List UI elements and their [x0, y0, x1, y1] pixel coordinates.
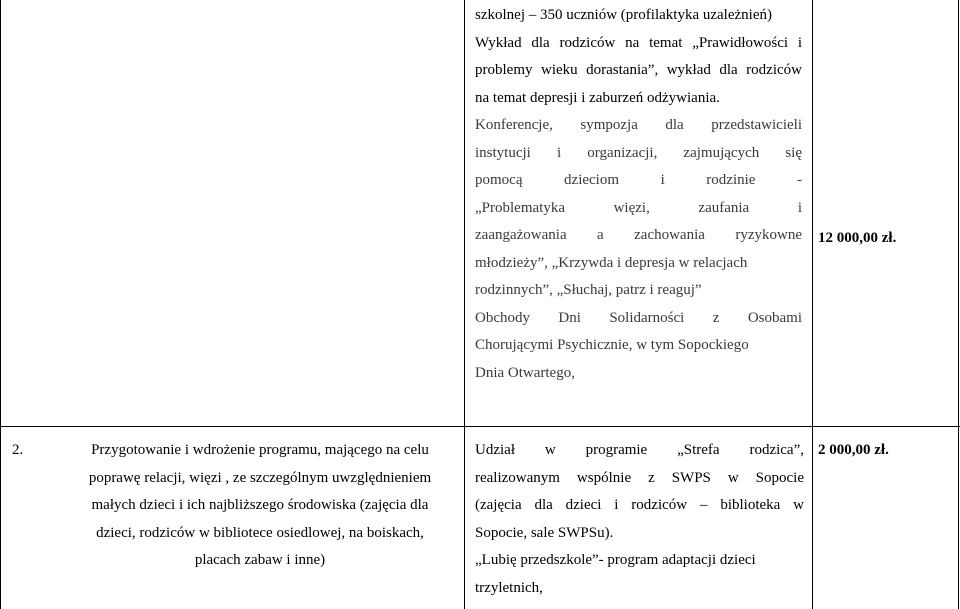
row1-amount: 12 000,00 zł.: [818, 230, 897, 246]
row2-task-line: Przygotowanie i wdrożenie programu, mającego na celu: [91, 442, 429, 458]
row2-task-cell: [60, 437, 460, 575]
row1-activity-line: Wykład dla rodziców na temat „Prawidłowości i: [475, 34, 802, 51]
row2-activity-line: Udział w programie „Strefa rodzica”,: [475, 442, 804, 458]
row2-activity-line: (zajęcia dla dzieci i rodziców – biblioteka w: [475, 497, 804, 513]
row2-task-line: placach zabaw i inne): [194, 552, 326, 568]
table-border-left: [0, 0, 1, 609]
row-divider: [0, 426, 960, 427]
row2-task-line: dzieci, rodziców w bibliotece osiedlowej, na boiskach,: [96, 524, 424, 541]
row1-activities-cell: [475, 2, 802, 387]
row2-activity-line: trzyletnich,: [475, 579, 543, 596]
row2-activity-line: „Lubię przedszkole”- program adaptacji dzieci: [475, 552, 756, 568]
row2-number: 2.: [12, 442, 24, 458]
column-divider-amount: [812, 0, 813, 609]
column-divider-task: [464, 0, 465, 609]
row1-activity-line: instytucji i organizacji, zajmujących się: [475, 144, 802, 161]
row1-activity-line: młodzieży”, „Krzywda i depresja w relacjach: [475, 254, 748, 271]
row1-activity-line: „Problematyka więzi, zaufania i: [475, 199, 802, 216]
row1-activity-line: na temat depresji i zaburzeń odżywiania.: [475, 89, 720, 106]
row2-activity-line: Sopocie, sale SWPSu).: [475, 524, 614, 541]
row2-task-line: małych dzieci i ich najbliższego środowiska (zajęcia dla: [91, 497, 429, 513]
row1-activity-line: Obchody Dni Solidarności z Osobami: [475, 309, 802, 326]
row2-amount: 2 000,00 zł.: [818, 442, 889, 458]
row1-activity-line: pomocą dzieciom i rodzinie -: [475, 172, 802, 188]
row1-activity-line: Chorującymi Psychicznie, w tym Sopockiego: [475, 337, 749, 353]
row2-activities-cell: [475, 437, 804, 602]
table-border-right: [958, 0, 959, 609]
row2-activity-line: realizowanym wspólnie z SWPS w Sopocie: [475, 469, 804, 486]
row1-activity-line: rodzinnych”, „Słuchaj, patrz i reaguj”: [475, 282, 702, 298]
row1-activity-line: szkolnej – 350 uczniów (profilaktyka uzależnień): [475, 7, 772, 23]
row1-activity-line: problemy wieku dorastania”, wykład dla rodziców: [475, 62, 802, 78]
row1-activity-line: Konferencje, sympozja dla przedstawicieli: [475, 117, 802, 133]
row1-activity-line: zaangażowania a zachowania ryzykowne: [475, 227, 802, 243]
row1-activity-line: Dnia Otwartego,: [475, 364, 575, 381]
row2-task-line: poprawę relacji, więzi , ze szczególnym uwzględnieniem: [88, 469, 432, 486]
